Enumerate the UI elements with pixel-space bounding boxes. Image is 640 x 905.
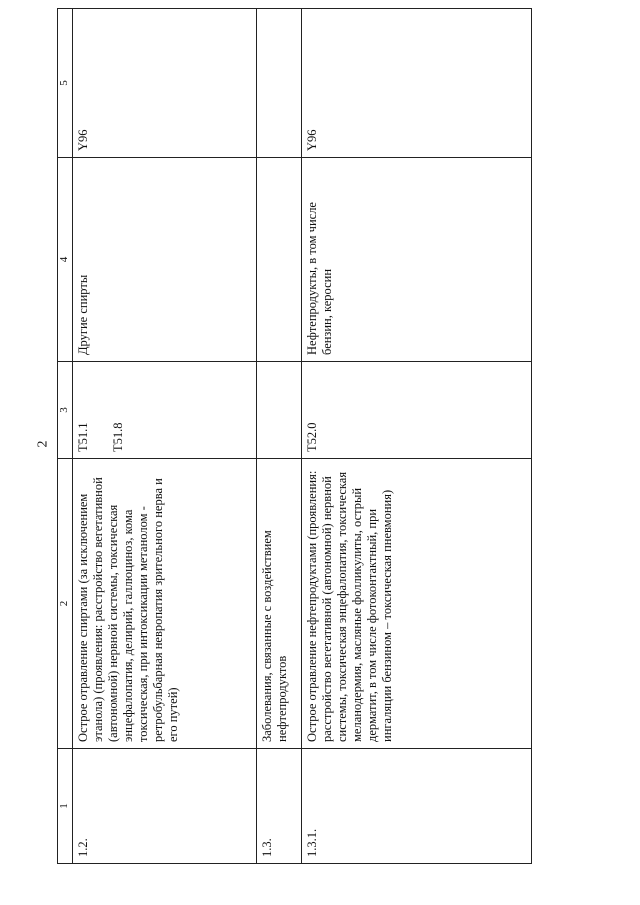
row-codes: T52.0 [302, 362, 532, 459]
header-col-2: 2 [58, 459, 73, 749]
row-description: Заболевания, связанные с воздействием нефтепродуктов [257, 459, 302, 749]
row-code-1: T51.1 [76, 422, 90, 452]
rotated-table-wrapper [57, 74, 532, 864]
table-row [257, 9, 302, 864]
table-row [73, 9, 257, 864]
header-col-3: 3 [58, 362, 73, 459]
table-row [302, 9, 532, 864]
header-col-4: 4 [58, 158, 73, 362]
row-ext-code [257, 9, 302, 158]
row-factor: Другие спирты [73, 158, 257, 362]
row-number: 1.3.1. [302, 749, 532, 864]
row-description: Острое отравление нефтепродуктами (проявления: расстройство вегетативной (автономной) нервной системы, токсическая энцефалопатия, токсическая меланодермия, масляные фолликулиты, острый дерматит, в том числе фотоконтактный, при ингаляции бензином – токсическая пневмония) [302, 459, 532, 749]
row-ext-code: Y96 [302, 9, 532, 158]
row-factor: Нефтепродукты, в том числе бензин, керосин [302, 158, 532, 362]
row-description: Острое отравление спиртами (за исключением этанола) (проявления: расстройство вегетативной (автономной) нервной системы, токсическая энцефалопатия, делирий, галлюциноз, кома токсическая, при интоксикации метанолом - ретробульбарная невропатия зрительного нерва и его путей) [73, 459, 257, 749]
page-number: 2 [35, 440, 51, 448]
table-header-row [58, 9, 73, 864]
code-spacer [91, 368, 111, 452]
row-codes [73, 362, 257, 459]
row-ext-code: Y96 [73, 9, 257, 158]
row-number: 1.2. [73, 749, 257, 864]
disease-table [57, 8, 532, 864]
row-code-2: T51.8 [111, 422, 125, 452]
row-factor [257, 158, 302, 362]
row-number: 1.3. [257, 749, 302, 864]
row-codes [257, 362, 302, 459]
header-col-5: 5 [58, 9, 73, 158]
header-col-1: 1 [58, 749, 73, 864]
